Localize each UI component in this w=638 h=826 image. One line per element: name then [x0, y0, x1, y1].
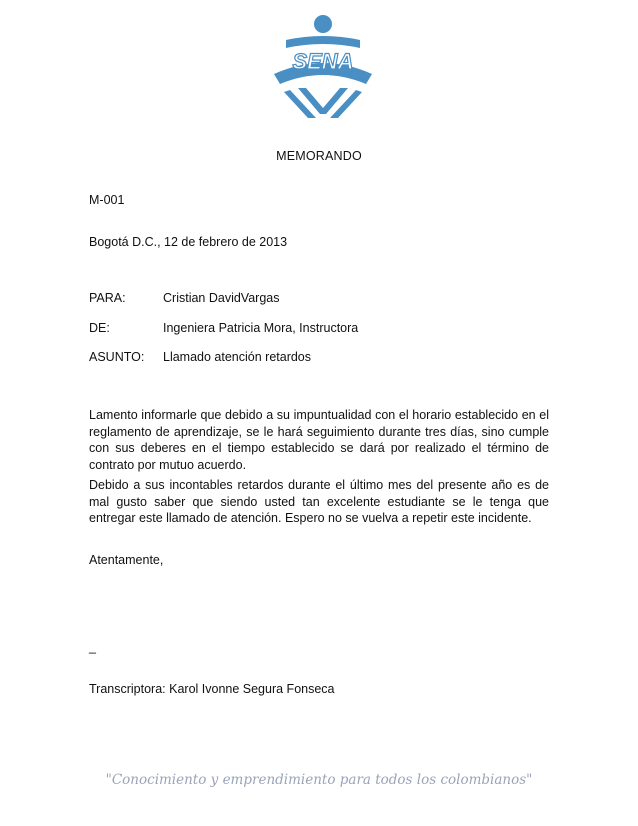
closing: Atentamente, — [89, 553, 164, 567]
field-value-para: Cristian DavidVargas — [163, 291, 280, 305]
footer-slogan: "Conocimiento y emprendimiento para todos los colombianos" — [105, 772, 533, 788]
field-value-de: Ingeniera Patricia Mora, Instructora — [163, 321, 359, 335]
body-paragraph-1: Lamento informarle que debido a su impuntualidad con el horario establecido en el reglamento de aprendizaje, se le hará seguimiento durante tres días, sino cumple con sus deberes en el tiempo establecido se dará por realizado el término de contrato por mutuo acuerdo. — [89, 408, 549, 472]
memo-title: MEMORANDO — [276, 149, 362, 163]
transcriber: Transcriptora: Karol Ivonne Segura Fonseca — [89, 682, 335, 696]
field-label-para: PARA: — [89, 291, 126, 305]
memo-number: M-001 — [89, 193, 125, 207]
field-value-asunto: Llamado atención retardos — [163, 350, 312, 364]
field-label-de: DE: — [89, 321, 110, 335]
body-paragraph-2: Debido a sus incontables retardos durante el último mes del presente año es de mal gusto saber que siendo usted tan excelente estudiante se le tenga que entregar este llamado de atención. Espero no se vuelva a repetir este incidente. — [89, 478, 549, 525]
signature-line: _ — [89, 640, 96, 654]
sena-logo — [268, 14, 378, 118]
sena-logo-text: SENA — [292, 49, 354, 74]
place-date: Bogotá D.C., 12 de febrero de 2013 — [89, 235, 288, 249]
field-label-asunto: ASUNTO: — [89, 350, 145, 364]
